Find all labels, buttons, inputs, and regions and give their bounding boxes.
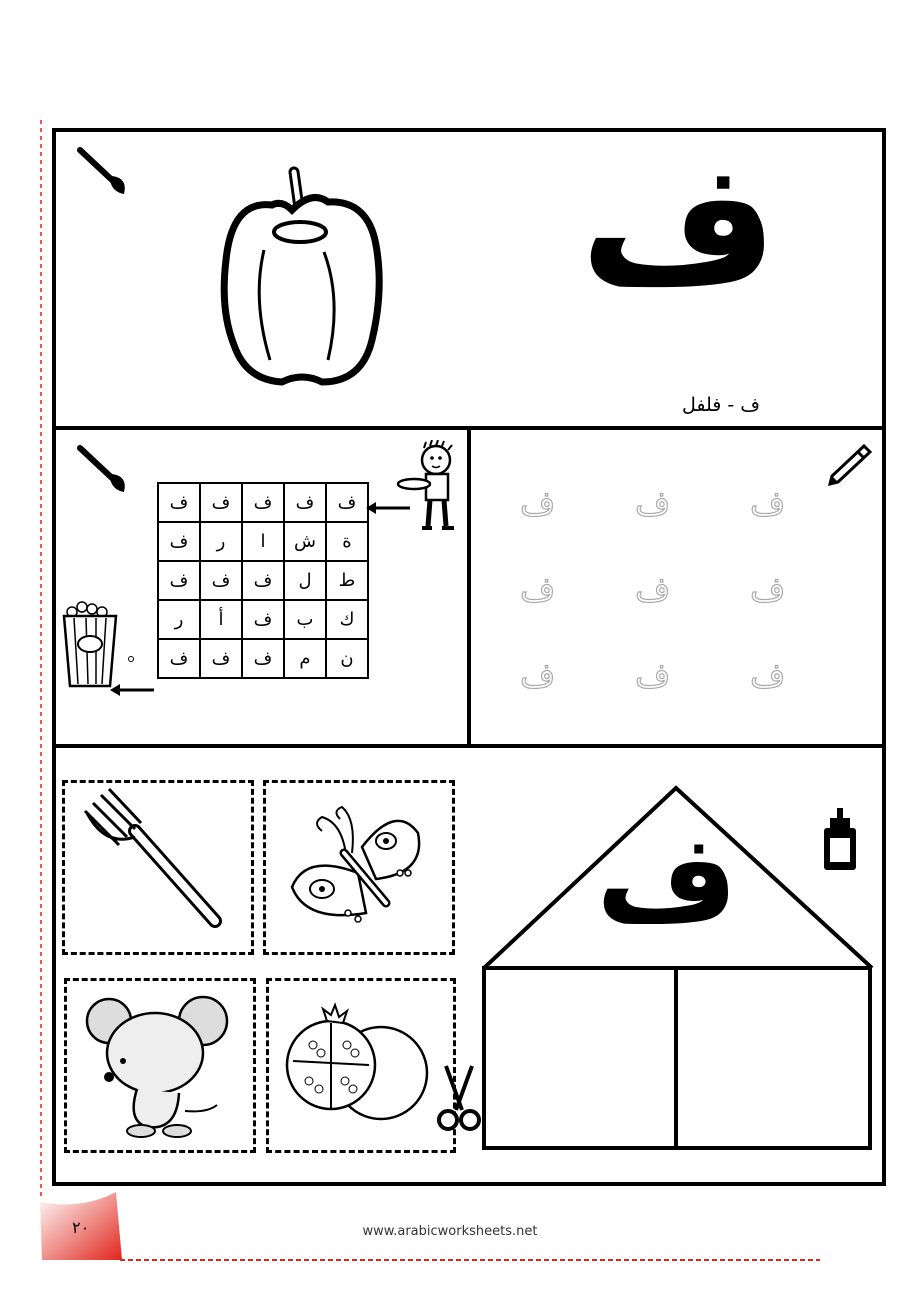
- grid-cell[interactable]: م: [284, 639, 326, 678]
- divider-vertical: [467, 428, 471, 746]
- house-letter: ف: [596, 808, 738, 950]
- cutout-pomegranate[interactable]: [266, 978, 456, 1153]
- boy-with-plate-image: [396, 440, 462, 536]
- grid-cell[interactable]: ش: [284, 522, 326, 561]
- grid-cell[interactable]: ط: [326, 561, 368, 600]
- trace-letter[interactable]: ف: [635, 570, 671, 610]
- trace-letter[interactable]: ف: [750, 656, 786, 696]
- grid-cell[interactable]: ف: [158, 639, 200, 678]
- grid-cell[interactable]: ل: [284, 561, 326, 600]
- dot-mark: [128, 656, 134, 662]
- mouse-image: [67, 981, 253, 1150]
- grid-cell[interactable]: ف: [326, 483, 368, 522]
- bell-pepper-image: [212, 160, 387, 390]
- letter-grid: [157, 482, 369, 679]
- trace-letter[interactable]: ف: [750, 484, 786, 524]
- trace-letter[interactable]: ف: [635, 656, 671, 696]
- grid-cell[interactable]: ف: [284, 483, 326, 522]
- website-url[interactable]: www.arabicworksheets.net: [362, 1224, 538, 1239]
- trace-letter[interactable]: ف: [520, 570, 556, 610]
- grid-cell[interactable]: ف: [200, 483, 242, 522]
- grid-cell[interactable]: ك: [326, 600, 368, 639]
- fork-image: [65, 783, 251, 952]
- grid-cell[interactable]: ر: [158, 600, 200, 639]
- house-slot-left[interactable]: [486, 970, 674, 1146]
- grid-cell[interactable]: ف: [242, 483, 284, 522]
- scissors-icon: [434, 1062, 484, 1134]
- featured-letter: ف: [580, 126, 778, 324]
- grid-cell[interactable]: ف: [200, 639, 242, 678]
- cutout-butterfly[interactable]: [263, 780, 455, 955]
- footer-border-line: [120, 1256, 820, 1264]
- trace-letter[interactable]: ف: [520, 484, 556, 524]
- grid-cell[interactable]: ف: [158, 522, 200, 561]
- grid-cell[interactable]: ر: [200, 522, 242, 561]
- grid-cell[interactable]: أ: [200, 600, 242, 639]
- pomegranate-image: [269, 981, 453, 1150]
- trace-letter[interactable]: ف: [520, 656, 556, 696]
- paintbrush-icon: [76, 146, 132, 198]
- end-arrow-icon: [110, 682, 154, 698]
- left-margin-line: [36, 120, 46, 1200]
- pencil-icon: [826, 444, 872, 488]
- trace-letter[interactable]: ف: [635, 484, 671, 524]
- page-number: ٢٠: [72, 1218, 90, 1237]
- cutout-mouse[interactable]: [64, 978, 256, 1153]
- letter-caption: ف - فلفل: [681, 394, 760, 416]
- grid-cell[interactable]: ن: [326, 639, 368, 678]
- grid-cell[interactable]: ف: [200, 561, 242, 600]
- grid-cell[interactable]: ف: [158, 561, 200, 600]
- grid-cell[interactable]: ا: [242, 522, 284, 561]
- grid-cell[interactable]: ف: [158, 483, 200, 522]
- popcorn-image: [58, 600, 122, 690]
- grid-cell[interactable]: ف: [242, 561, 284, 600]
- grid-cell[interactable]: ف: [242, 600, 284, 639]
- butterfly-image: [266, 783, 452, 952]
- grid-cell[interactable]: ة: [326, 522, 368, 561]
- grid-cell[interactable]: ب: [284, 600, 326, 639]
- house-slot-right[interactable]: [678, 970, 868, 1146]
- cutout-fork[interactable]: [62, 780, 254, 955]
- grid-cell[interactable]: ف: [242, 639, 284, 678]
- paintbrush-icon: [76, 444, 132, 496]
- trace-letter[interactable]: ف: [750, 570, 786, 610]
